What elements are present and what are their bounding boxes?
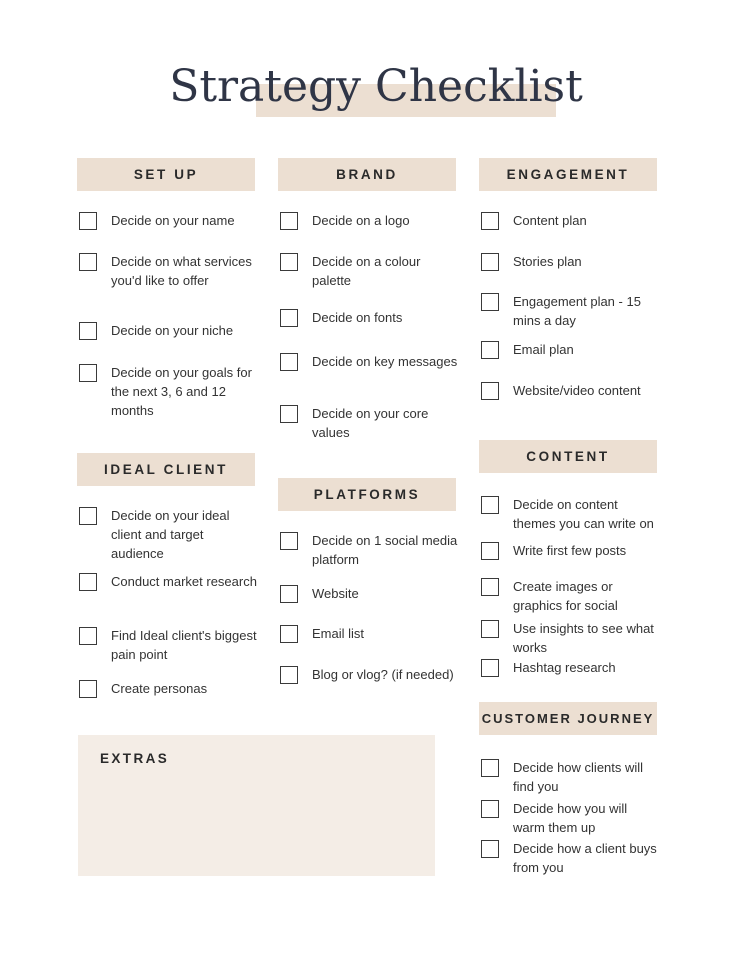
checkbox[interactable] [481, 341, 499, 359]
item-label: Email plan [513, 342, 574, 357]
section-heading-engagement: ENGAGEMENT [479, 158, 657, 191]
checkbox[interactable] [79, 212, 97, 230]
checkbox[interactable] [481, 253, 499, 271]
item-label: Email list [312, 626, 365, 641]
item-label: Use insights to see what works [513, 621, 654, 655]
item-label: Decide on a logo [312, 213, 410, 228]
item-label: Decide on your goals for the next 3, 6 and 12 months [111, 365, 252, 418]
item-label: Content plan [513, 213, 587, 228]
item-label: Decide on your core values [312, 406, 429, 440]
checkbox[interactable] [481, 840, 499, 858]
checkbox[interactable] [280, 532, 298, 550]
checkbox[interactable] [280, 585, 298, 603]
item-label: Decide how clients will find you [513, 760, 644, 794]
section-heading-content: CONTENT [479, 440, 657, 473]
checkbox[interactable] [280, 212, 298, 230]
checkbox[interactable] [79, 573, 97, 591]
item-label: Create images or graphics for social [513, 579, 618, 613]
item-label: Website/video content [513, 383, 641, 398]
checkbox[interactable] [481, 382, 499, 400]
item-label: Decide on content themes you can write on [513, 497, 654, 531]
item-label: Website [312, 586, 359, 601]
item-label: Find Ideal client's biggest pain point [111, 628, 257, 662]
checkbox[interactable] [481, 542, 499, 560]
item-label: Decide on what services you'd like to offer [111, 254, 252, 288]
section-heading-ideal-client: IDEAL CLIENT [77, 453, 255, 486]
item-label: Decide on 1 social media platform [312, 533, 458, 567]
checkbox[interactable] [79, 627, 97, 645]
checkbox[interactable] [280, 666, 298, 684]
checkbox[interactable] [481, 759, 499, 777]
title-block [0, 58, 736, 120]
item-label: Create personas [111, 681, 208, 696]
item-label: Decide on your name [111, 213, 235, 228]
checkbox[interactable] [481, 293, 499, 311]
page-title: Strategy Checklist [169, 61, 583, 112]
item-label: Decide on a colour palette [312, 254, 421, 288]
checkbox[interactable] [280, 353, 298, 371]
item-label: Stories plan [513, 254, 582, 269]
section-heading-brand: BRAND [278, 158, 456, 191]
checkbox[interactable] [280, 253, 298, 271]
item-label: Conduct market research [111, 574, 257, 589]
checkbox[interactable] [481, 496, 499, 514]
item-label: Decide on your ideal client and target audience [111, 508, 230, 561]
item-label: Decide on key messages [312, 354, 458, 369]
item-label: Decide on fonts [312, 310, 403, 325]
section-heading-platforms: PLATFORMS [278, 478, 456, 511]
item-label: Decide on your niche [111, 323, 234, 338]
checkbox[interactable] [79, 322, 97, 340]
checkbox[interactable] [481, 800, 499, 818]
checkbox[interactable] [481, 212, 499, 230]
checkbox[interactable] [481, 620, 499, 638]
checkbox[interactable] [280, 405, 298, 423]
checkbox[interactable] [280, 625, 298, 643]
checkbox[interactable] [79, 680, 97, 698]
checkbox[interactable] [280, 309, 298, 327]
checkbox[interactable] [79, 364, 97, 382]
extras-heading: EXTRAS [100, 751, 170, 766]
checkbox[interactable] [79, 253, 97, 271]
item-label: Write first few posts [513, 543, 627, 558]
item-label: Blog or vlog? (if needed) [312, 667, 454, 682]
item-label: Decide how a client buys from you [513, 841, 657, 875]
extras-notes-area[interactable] [78, 735, 435, 876]
checkbox[interactable] [481, 578, 499, 596]
section-heading-customer-journey: CUSTOMER JOURNEY [479, 702, 657, 735]
item-label: Hashtag research [513, 660, 616, 675]
item-label: Engagement plan - 15 mins a day [513, 294, 641, 328]
item-label: Decide how you will warm them up [513, 801, 628, 835]
checkbox[interactable] [481, 659, 499, 677]
checkbox[interactable] [79, 507, 97, 525]
section-heading-setup: SET UP [77, 158, 255, 191]
